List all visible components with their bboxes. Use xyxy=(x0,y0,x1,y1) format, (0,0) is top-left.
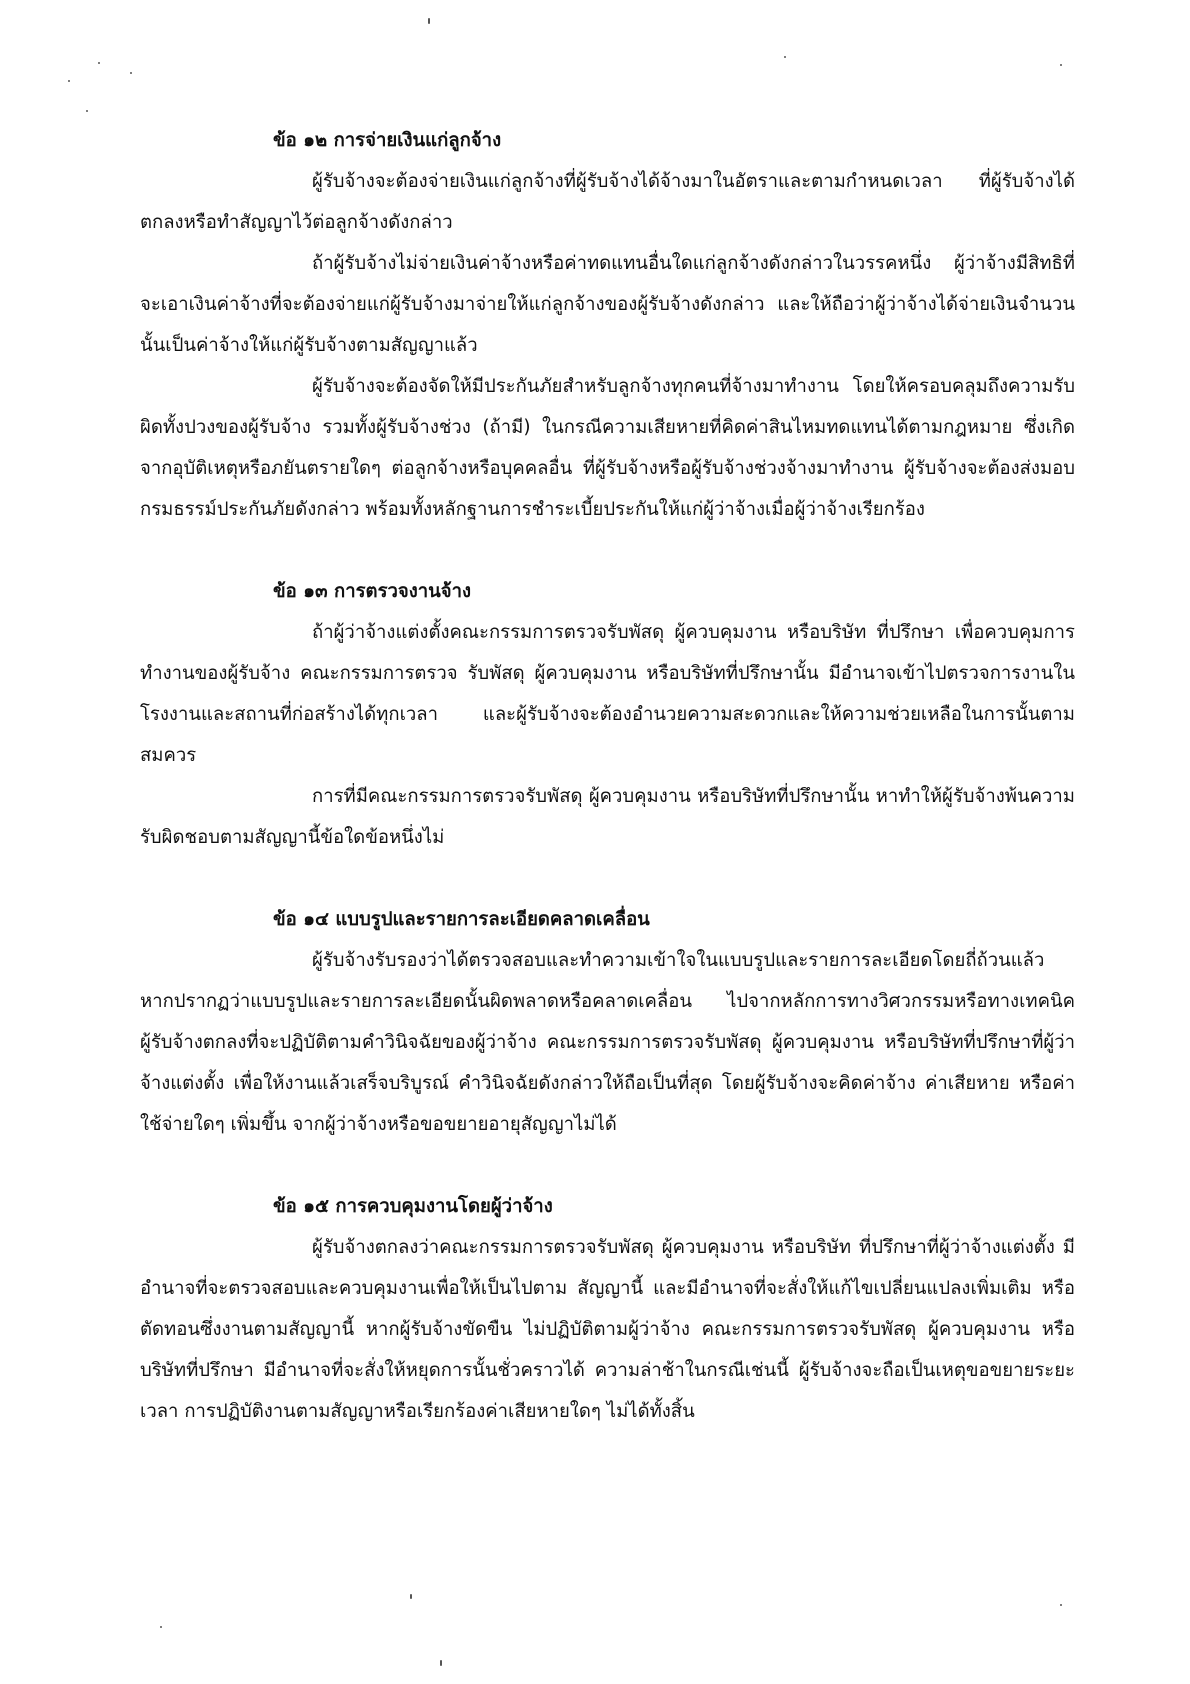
paragraph: ผู้รับจ้างจะต้องจ่ายเงินแก่ลูกจ้างที่ผู้รับจ้างได้จ้างมาในอัตราและตามกำหนดเวลา ที่ผู้รับจ้างได้ตกลงหรือทำสัญญาไว้ต่อลูกจ้างดังกล่าว xyxy=(140,171,1075,233)
scan-speck xyxy=(68,80,70,82)
document-body xyxy=(140,120,1075,1432)
paragraph: ผู้รับจ้างตกลงว่าคณะกรรมการตรวจรับพัสดุ ผู้ควบคุมงาน หรือบริษัท ที่ปรึกษาที่ผู้ว่าจ้างแต่งตั้ง มีอำนาจที่จะตรวจสอบและควบคุมงานเพื่อให้เป็นไปตาม สัญญานี้ และมีอำนาจที่จะสั่งให้แก้ไขเปลี่ยนแปลงเพิ่มเติม หรือตัดทอนซึ่งงานตามสัญญานี้ หากผู้รับจ้างขัดขืน ไม่ปฏิบัติตามผู้ว่าจ้าง คณะกรรมการตรวจรับพัสดุ ผู้ควบคุมงาน หรือบริษัทที่ปรึกษา มีอำนาจที่จะสั่งให้หยุดการนั้นชั่วคราวได้ ความล่าช้าในกรณีเช่นนี้ ผู้รับจ้างจะถือเป็นเหตุขอขยายระยะเวลา การปฏิบัติงานตามสัญญาหรือเรียกร้องค่าเสียหายใดๆ ไม่ได้ทั้งสิ้น xyxy=(140,1237,1075,1422)
paragraph: ผู้รับจ้างรับรองว่าได้ตรวจสอบและทำความเข้าใจในแบบรูปและรายการละเอียดโดยถี่ถ้วนแล้ว หากปรากฏว่าแบบรูปและรายการละเอียดนั้นผิดพลาดหรือคลาดเคลื่อน ไปจากหลักการทางวิศวกรรมหรือทางเทคนิค ผู้รับจ้างตกลงที่จะปฏิบัติตามคำวินิจฉัยของผู้ว่าจ้าง คณะกรรมการตรวจรับพัสดุ ผู้ควบคุมงาน หรือบริษัทที่ปรึกษาที่ผู้ว่าจ้างแต่งตั้ง เพื่อให้งานแล้วเสร็จบริบูรณ์ คำวินิจฉัยดังกล่าวให้ถือเป็นที่สุด โดยผู้รับจ้างจะคิดค่าจ้าง ค่าเสียหาย หรือค่าใช้จ่ายใดๆ เพิ่มขึ้น จากผู้ว่าจ้างหรือขอขยายอายุสัญญาไม่ได้ xyxy=(140,950,1075,1135)
scan-speck xyxy=(160,1626,162,1628)
scan-speck xyxy=(98,62,100,64)
scan-speck xyxy=(86,110,88,112)
paragraph: ถ้าผู้ว่าจ้างแต่งตั้งคณะกรรมการตรวจรับพัสดุ ผู้ควบคุมงาน หรือบริษัท ที่ปรึกษา เพื่อควบคุมการทำงานของผู้รับจ้าง คณะกรรมการตรวจ รับพัสดุ ผู้ควบคุมงาน หรือบริษัทที่ปรึกษานั้น มีอำนาจเข้าไปตรวจการงานในโรงงานและสถานที่ก่อสร้างได้ทุกเวลา และผู้รับจ้างจะต้องอำนวยความสะดวกและให้ความช่วยเหลือในการนั้นตามสมควร xyxy=(140,622,1075,766)
scan-speck xyxy=(130,72,132,74)
scan-speck xyxy=(1060,64,1062,66)
section-heading: ข้อ ๑๕ การควบคุมงานโดยผู้ว่าจ้าง xyxy=(273,1196,553,1217)
section-14 xyxy=(140,899,1075,1145)
scan-speck xyxy=(784,56,786,58)
paragraph: การที่มีคณะกรรมการตรวจรับพัสดุ ผู้ควบคุมงาน หรือบริษัทที่ปรึกษานั้น หาทำให้ผู้รับจ้างพ้นความรับผิดชอบตามสัญญานี้ข้อใดข้อหนึ่งไม่ xyxy=(140,786,1075,848)
section-spacer xyxy=(140,530,1075,571)
paragraph: ถ้าผู้รับจ้างไม่จ่ายเงินค่าจ้างหรือค่าทดแทนอื่นใดแก่ลูกจ้างดังกล่าวในวรรคหนึ่ง ผู้ว่าจ้างมีสิทธิที่จะเอาเงินค่าจ้างที่จะต้องจ่ายแก่ผู้รับจ้างมาจ่ายให้แก่ลูกจ้างของผู้รับจ้างดังกล่าว และให้ถือว่าผู้ว่าจ้างได้จ่ายเงินจำนวนนั้นเป็นค่าจ้างให้แก่ผู้รับจ้างตามสัญญาแล้ว xyxy=(140,253,1075,356)
section-spacer xyxy=(140,1145,1075,1186)
section-heading: ข้อ ๑๔ แบบรูปและรายการละเอียดคลาดเคลื่อน xyxy=(273,909,650,930)
section-spacer xyxy=(140,858,1075,899)
paragraph: ผู้รับจ้างจะต้องจัดให้มีประกันภัยสำหรับลูกจ้างทุกคนที่จ้างมาทำงาน โดยให้ครอบคลุมถึงความรับผิดทั้งปวงของผู้รับจ้าง รวมทั้งผู้รับจ้างช่วง (ถ้ามี) ในกรณีความเสียหายที่คิดค่าสินไหมทดแทนได้ตามกฎหมาย ซึ่งเกิดจากอุบัติเหตุหรือภยันตรายใดๆ ต่อลูกจ้างหรือบุคคลอื่น ที่ผู้รับจ้างหรือผู้รับจ้างช่วงจ้างมาทำงาน ผู้รับจ้างจะต้องส่งมอบกรมธรรม์ประกันภัยดังกล่าว พร้อมทั้งหลักฐานการชำระเบี้ยประกันให้แก่ผู้ว่าจ้างเมื่อผู้ว่าจ้างเรียกร้อง xyxy=(140,376,1075,520)
scan-speck xyxy=(410,1594,412,1599)
scan-speck xyxy=(440,1660,442,1666)
section-heading: ข้อ ๑๓ การตรวจงานจ้าง xyxy=(273,581,472,602)
section-12 xyxy=(140,120,1075,530)
section-13 xyxy=(140,571,1075,858)
section-heading: ข้อ ๑๒ การจ่ายเงินแก่ลูกจ้าง xyxy=(273,130,502,151)
scan-speck xyxy=(428,18,430,24)
section-15 xyxy=(140,1186,1075,1432)
scan-speck xyxy=(1060,1604,1062,1606)
